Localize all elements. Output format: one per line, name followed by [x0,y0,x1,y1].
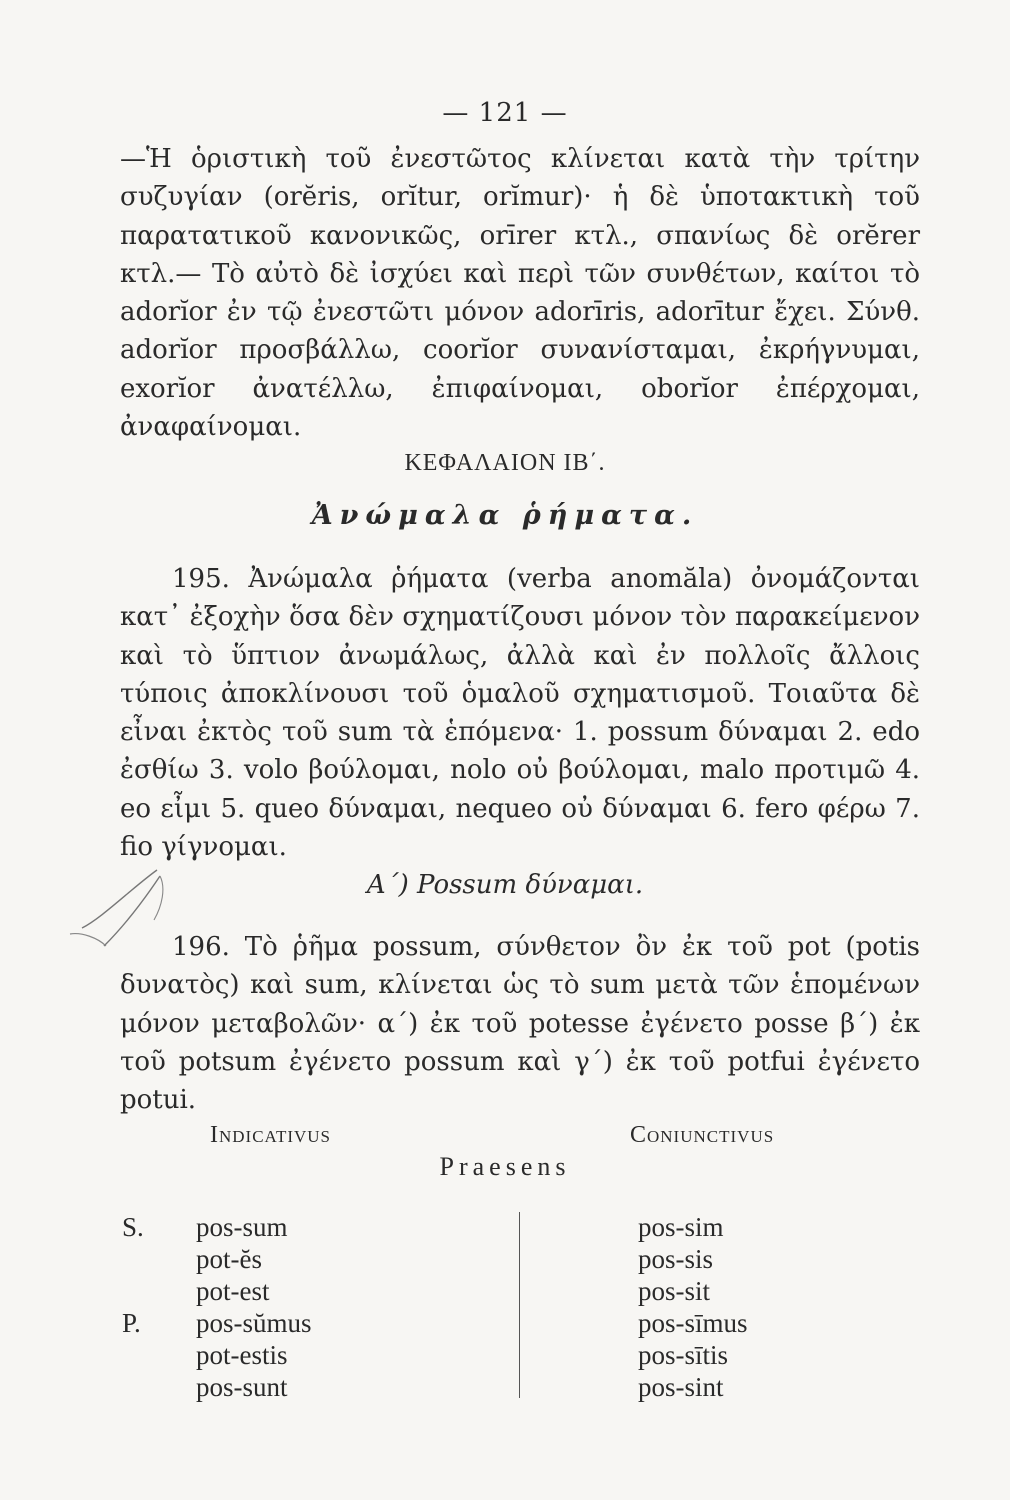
section-heading-possum: Α΄) Possum δύναμαι. [366,870,644,900]
indicative-form: pot-est [196,1276,270,1306]
indicative-form: pot-estis [196,1340,288,1370]
subjunctive-form: pos-sītis [638,1340,729,1370]
chapter-heading: ΚΕΦΑΛΑΙΟΝ ΙΒ΄. [404,450,606,476]
indicative-header: Indicativus [210,1122,331,1148]
paragraph-deponent-note: —Ἡ ὁριστικὴ τοῦ ἐνεστῶτος κλίνεται κατὰ τὴν τρίτην συζυγίαν (orĕris, orĭtur, orĭmur)· ἡ δὲ ὑποτακτικὴ τοῦ παρατατικοῦ κανονικῶς, orīrer κτλ., σπανίως δὲ orĕrer κτλ.— Τὸ αὐτὸ δὲ ἰσχύει καὶ περὶ τῶν συνθέτων, καίτοι τὸ adorĭor ἐν τῷ ἐνεστῶτι μόνον adorīris, adorītur ἔχει. Σύνθ. adorĭor προσβάλλω, coorĭor συνανίσταμαι, ἐκρήγνυμαι, exorĭor ἀνατέλλω, ἐπιφαίνομαι, oborĭor ἐπέρχομαι, ἀναφαίνομαι. [120,144,920,443]
subjunctive-form: pos-sint [638,1372,724,1402]
subjunctive-form: pos-sit [638,1276,711,1306]
indicative-form: pos-sum [196,1212,288,1242]
indicative-form: pos-sŭmus [196,1308,312,1338]
subjunctive-form: pos-sim [638,1212,724,1242]
tense-label: Praesens [439,1152,571,1181]
indicative-form: pot-ĕs [196,1244,262,1274]
column-divider [519,1212,520,1398]
chapter-subtitle: Ἀνώμαλα ῥήματα. [311,500,699,531]
paragraph-195: 195. Ἀνώμαλα ῥήματα (verba anomăla) ὀνομάζονται κατ᾿ ἐξοχὴν ὅσα δὲν σχηματίζουσι μόνον τὸν παρακείμενον καὶ τὸ ὕπτιον ἀνωμάλως, ἀλλὰ καὶ ἐν πολλοῖς ἄλλοις τύποις ἀποκλίνουσι τοῦ ὁμαλοῦ σχηματισμοῦ. Τοιαῦτα δὲ εἶναι ἐκτὸς τοῦ sum τὰ ἑπόμενα· 1. possum δύναμαι 2. edo ἐσθίω 3. volo βούλομαι, nolo οὐ βούλομαι, malo προτιμῶ 4. eo εἶμι 5. queo δύναμαι, nequeo οὐ δύναμαι 6. fero φέρω 7. fio γίγνομαι. [120,564,920,863]
subjunctive-header: Coniunctivus [630,1122,775,1148]
singular-label: S. [122,1212,144,1242]
subjunctive-form: pos-sīmus [638,1308,748,1338]
subjunctive-form: pos-sis [638,1244,714,1274]
paragraph-196: 196. Τὸ ῥῆμα possum, σύνθετον ὂν ἐκ τοῦ pot (potis δυνατὸς) καὶ sum, κλίνεται ὡς τὸ sum μετὰ τῶν ἑπομένων μόνον μεταβολῶν· α΄) ἐκ τοῦ potesse ἐγένετο posse β΄) ἐκ τοῦ potsum ἐγένετο possum καὶ γ΄) ἐκ τοῦ potfui ἐγένετο potui. [120,932,920,1116]
indicative-form: pos-sunt [196,1372,288,1402]
page-number: — 121 — [442,98,568,128]
plural-label: P. [122,1308,141,1338]
